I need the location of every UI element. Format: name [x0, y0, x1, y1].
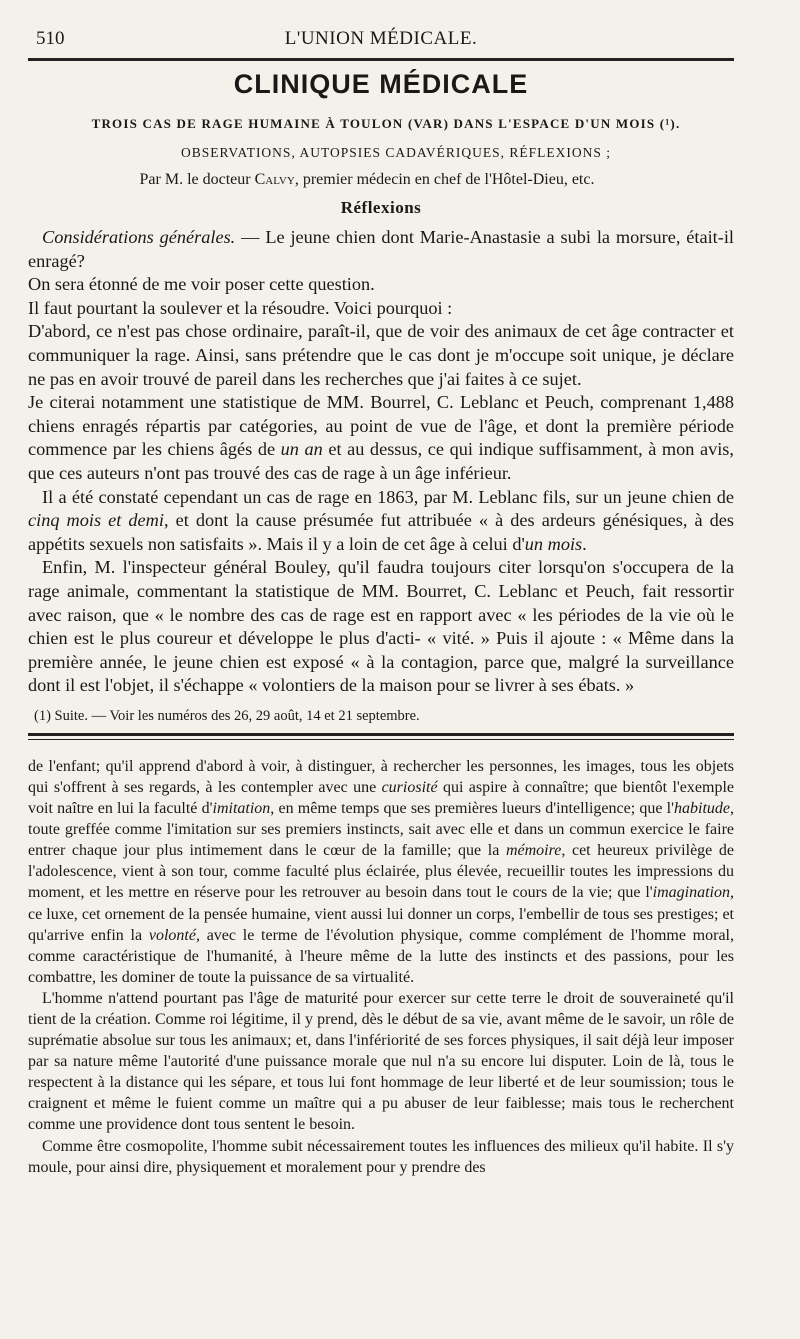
- page: [28, 22, 734, 1178]
- byline-suffix: , premier médecin en chef de l'Hôtel-Dieu, etc.: [294, 171, 595, 188]
- author-name: Calvy: [254, 171, 295, 188]
- paragraph: [28, 988, 734, 1136]
- emphasis: volonté: [148, 926, 196, 944]
- paragraph-text: et au dessus, ce qui indique suffisamment, à mon avis, que ces auteurs n'ont pas trouvé des cas de rage à un âge inférieur.: [28, 439, 734, 483]
- paragraph-text: L'homme n'attend pourtant pas l'âge de maturité pour exercer sur cette terre le droit de souveraineté qu'il tient de la création. Comme roi légitime, il y prend, dès le début de sa vie, avant même de le savoir, un rôle de suprématie absolue sur tous les animaux; et, dans l'infériorité de ses forces physiques, il sait déjà leur imposer par sa nature même l'autorité d'une puissance morale que nul n'a su encore lui disputer. Loin de là, tous le respectent à la distance qui les sépare, et tous lui font hommage de leur liberté et de leur soumission; tous le craignent et même le fuient comme un maître qui a pu abuser de leur faiblesse; mais tous le recherchent comme une providence dont tous sentent le besoin.: [28, 989, 734, 1134]
- byline-prefix: Par M. le docteur: [139, 171, 255, 188]
- paragraph: [28, 226, 734, 273]
- running-head: [28, 22, 734, 56]
- header-rule: [28, 58, 734, 61]
- paragraph-text: , en même temps que ses premières lueurs d'intelligence; que l': [270, 800, 674, 818]
- emphasis: imitation: [212, 800, 271, 818]
- paragraph-text: de l'enfant; qu'il apprend d'abord à voir, à distinguer, à rechercher les personnes, les images, tous les objets qui s'offrent à ses regards, à les contempler avec une: [28, 757, 734, 796]
- emphasis: un an: [280, 439, 323, 460]
- paragraph-lead: Considérations générales.: [42, 227, 236, 247]
- paragraph: Il faut pourtant la soulever et la résoudre. Voici pourquoi :: [28, 297, 453, 318]
- paragraph: [28, 756, 734, 988]
- paragraph-text: qui aspire à connaître; que bientôt l'exemple voit naître en lui la faculté d': [28, 778, 735, 818]
- paragraph-text: , toute greffée comme l'imitation sur ses premiers instincts, sait avec elle et dans un commun exercice le faire entrer chaque jour plus intimement dans le cœur de la famille; que la: [28, 800, 734, 860]
- paragraph-text: Il a été constaté cependant un cas de rage en 1863, par M. Leblanc fils, sur un jeune chien de: [42, 486, 734, 507]
- byline: [0, 171, 734, 189]
- emphasis: imagination: [652, 884, 730, 902]
- paragraph-text: , cet heureux privilège de l'adolescence, vient à son tour, comme faculté plus éclairée, plus élevée, recueillir toutes les impressions du moment, et les mettre en réserve pour les retrouver au besoin dans tout le cours de la vie; que l': [28, 842, 735, 902]
- footnote: (1) Suite. — Voir les numéros des 26, 29 août, 14 et 21 septembre.: [34, 707, 420, 724]
- paragraph-text: , ce luxe, cet ornement de la pensée humaine, vient aussi lui donner un corps, l'embellir de tous ses prestiges; et qu'arrive enfin la: [28, 884, 734, 944]
- paragraph-text: Je citerai notamment une statistique de MM. Bourrel, C. Leblanc et Peuch, comprenant 1,488 chiens enragés répartis par catégories, au point de vue de l'âge, et dont la première période commence par les chiens âgés de: [28, 392, 734, 460]
- paragraph: [28, 391, 734, 485]
- section-heading: Réflexions: [340, 198, 422, 217]
- emphasis: cinq mois et demi: [28, 510, 164, 531]
- paragraph-text: .: [582, 533, 587, 554]
- page-number: 510: [36, 28, 65, 49]
- paragraph: [28, 1136, 734, 1178]
- paragraph-text: , et dont la cause présumée fut attribuée « à des ardeurs génésiques, à des appétits sexuels non satisfaits ». Mais il y a loin de cet âge à celui d': [28, 510, 735, 554]
- paragraph: Enfin, M. l'inspecteur général Bouley, qu'il faudra toujours citer lorsqu'on s'occupera de la rage animale, commentant la statistique de MM. Bourret, C. Leblanc et Peuch, fait ressortir avec raison, que « le nombre des cas de rage est en rapport avec « les périodes de la vie où le chien est le plus coureur et développe le plus d'acti- « vité. » Puis il ajoute : « Même dans la première année, le jeune chien est exposé « à la contagion, parce que, malgré la surveillance dont il est l'objet, il s'échappe « volontiers de la maison pour se livrer à ses ébats. »: [28, 557, 734, 696]
- journal-title: L'UNION MÉDICALE.: [284, 28, 478, 49]
- paragraph: [28, 486, 734, 557]
- section-title: CLINIQUE MÉDICALE: [233, 69, 529, 99]
- lower-body: [28, 756, 734, 1178]
- section-divider: [28, 733, 734, 740]
- article-title: TROIS CAS DE RAGE HUMAINE À TOULON (VAR) DANS L'ESPACE D'UN MOIS (¹).: [91, 116, 681, 131]
- emphasis: un mois: [524, 533, 583, 554]
- paragraph-text: Comme être cosmopolite, l'homme subit nécessairement toutes les influences des milieux qu'il habite. Il s'y moule, pour ainsi dire, physiquement et moralement pour y prendre des: [28, 1137, 734, 1176]
- emphasis: mémoire: [505, 842, 562, 860]
- paragraph-text: — Le jeune chien dont Marie-Anastasie a subi la morsure, était-il enragé?: [28, 227, 734, 271]
- paragraph: On sera étonné de me voir poser cette question.: [28, 274, 375, 295]
- emphasis: habitude: [674, 800, 730, 818]
- upper-body: [28, 226, 734, 698]
- paragraph: D'abord, ce n'est pas chose ordinaire, paraît-il, que de voir des animaux de cet âge contracter et communiquer la rage. Ainsi, sans prétendre que le cas dont je m'occupe soit unique, je déclare ne pas en avoir trouvé de pareil dans les recherches que j'ai faites à ce sujet.: [28, 321, 734, 389]
- article-subtitle: OBSERVATIONS, AUTOPSIES CADAVÉRIQUES, RÉFLEXIONS ;: [181, 145, 611, 160]
- emphasis: curiosité: [381, 778, 438, 796]
- paragraph-text: , avec le terme de l'évolution physique, comme complément de l'homme moral, comme caractéristique de l'humanité, à l'heure même de la lutte des instincts et des passions, pour les combattre, les dominer de toute la puissance de sa virtualité.: [28, 926, 735, 986]
